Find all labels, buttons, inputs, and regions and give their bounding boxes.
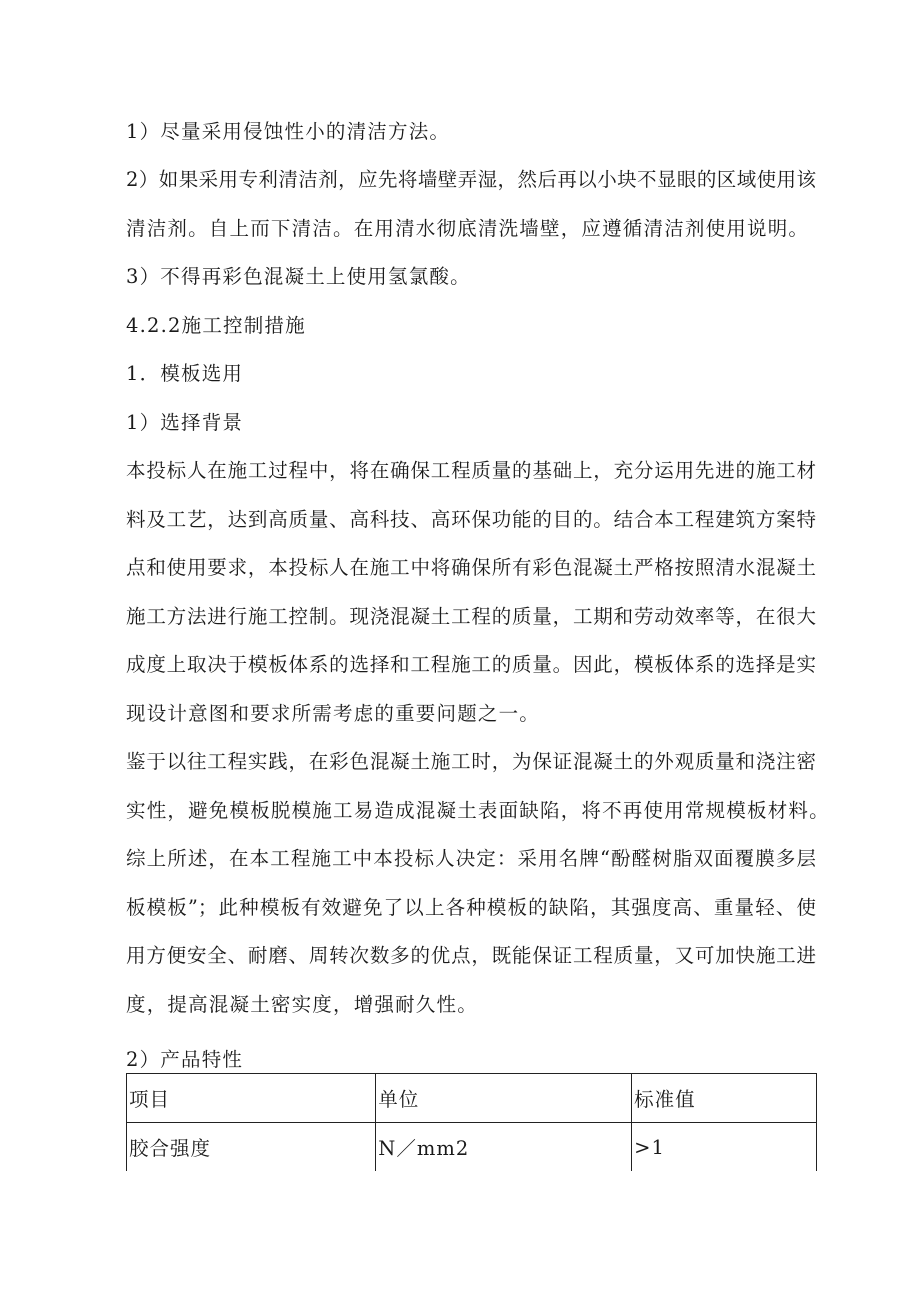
table-row	[127, 1123, 817, 1172]
section-heading: 4.2.2施工控制措施	[126, 314, 306, 337]
list-item-3: 3）不得再彩色混凝土上使用氢氯酸。	[126, 265, 471, 288]
table-header-row	[127, 1074, 817, 1123]
table-cell: >1	[632, 1123, 817, 1172]
product-properties-heading: 2）产品特性	[126, 1048, 244, 1071]
paragraph-2-line-1: 鉴于以往工程实践，在彩色混凝土施工时，为保证混凝土的外观质量和浇注密	[126, 750, 816, 773]
table-cell: N／mm2	[376, 1123, 632, 1172]
paragraph-3-line-2: 板模板”；此种模板有效避免了以上各种模板的缺陷，其强度高、重量轻、使	[126, 896, 816, 919]
paragraph-2-line-2: 实性，避免模板脱模施工易造成混凝土表面缺陷，将不再使用常规模板材料。	[126, 799, 830, 822]
table-header-cell: 单位	[376, 1074, 632, 1123]
paragraph-3-line-3: 用方便安全、耐磨、周转次数多的优点，既能保证工程质量，又可加快施工进	[126, 944, 816, 967]
paragraph-3-line-1: 综上所述，在本工程施工中本投标人决定：采用名牌“酚醛树脂双面覆膜多层	[126, 847, 816, 870]
paragraph-1-line-5: 成度上取决于模板体系的选择和工程施工的质量。因此，模板体系的选择是实	[126, 653, 816, 676]
sub-item-heading: 1）选择背景	[126, 411, 244, 434]
paragraph-1-line-6: 现设计意图和要求所需考虑的重要问题之一。	[126, 702, 541, 725]
table-cell: 胶合强度	[127, 1123, 376, 1172]
list-item-2-line-2: 清洁剂。自上而下清洁。在用清水彻底清洗墙壁，应遵循清洁剂使用说明。	[126, 217, 810, 240]
table-header-cell: 项目	[127, 1074, 376, 1123]
table-header-cell: 标准值	[632, 1074, 817, 1123]
subsection-heading: 1．模板选用	[126, 362, 244, 385]
paragraph-1-line-1: 本投标人在施工过程中，将在确保工程质量的基础上，充分运用先进的施工材	[126, 459, 816, 482]
paragraph-3-line-4: 度，提高混凝土密实度，增强耐久性。	[126, 993, 478, 1016]
list-item-1: 1）尽量采用侵蚀性小的清洁方法。	[126, 120, 451, 143]
product-properties-table	[126, 1073, 817, 1171]
paragraph-1-line-4: 施工方法进行施工控制。现浇混凝土工程的质量，工期和劳动效率等，在很大	[126, 605, 816, 628]
paragraph-1-line-2: 料及工艺，达到高质量、高科技、高环保功能的目的。结合本工程建筑方案特	[126, 508, 816, 531]
list-item-2-line-1: 2）如果采用专利清洁剂，应先将墙壁弄湿，然后再以小块不显眼的区域使用该	[126, 168, 816, 191]
paragraph-1-line-3: 点和使用要求，本投标人在施工中将确保所有彩色混凝土严格按照清水混凝土	[126, 556, 816, 579]
